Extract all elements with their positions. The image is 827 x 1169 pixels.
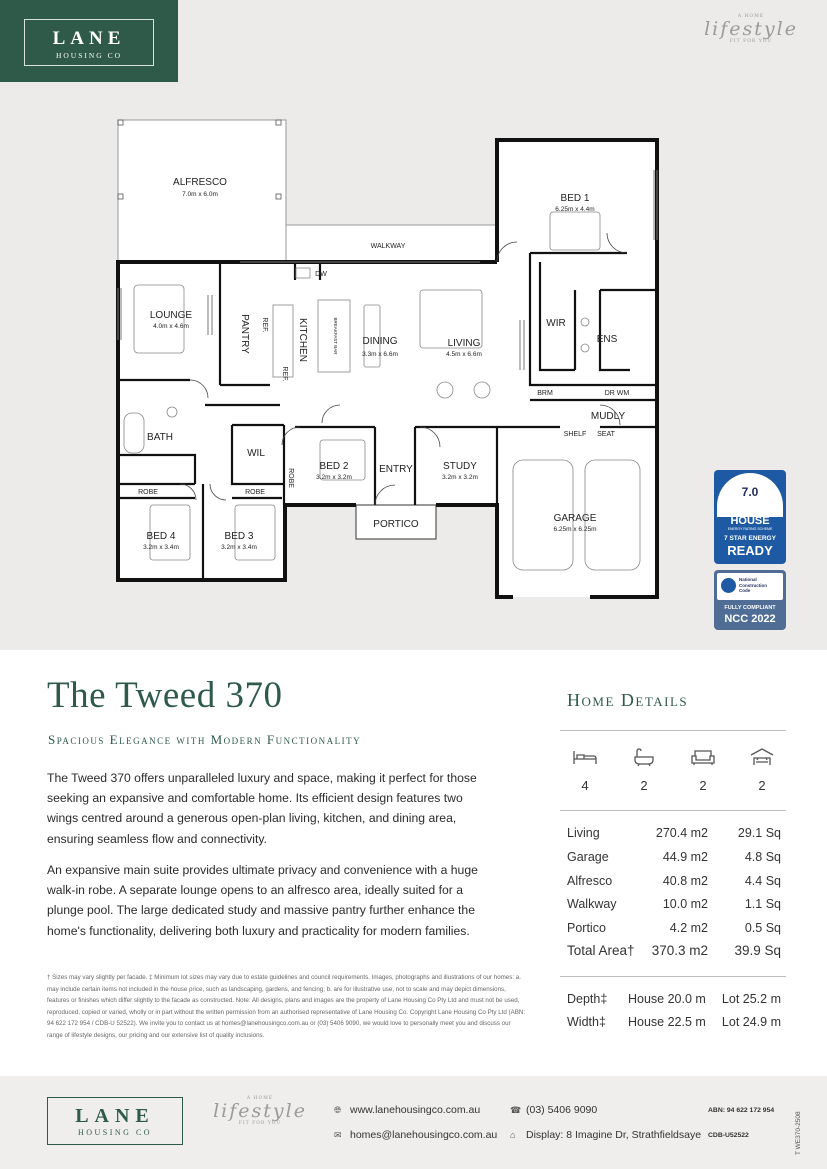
area-m2: 370.3 m2 — [651, 943, 708, 958]
room-lounge-dims: 4.0m x 4.6m — [153, 323, 189, 330]
depth-house: House 20.0 m — [628, 992, 706, 1006]
lifestyle-script: lifestyle — [704, 18, 798, 40]
area-row-portico — [567, 921, 781, 945]
page-subtitle: Spacious Elegance with Modern Functionality — [48, 732, 362, 747]
bath-icon — [631, 748, 657, 766]
label-seat: SEAT — [597, 431, 615, 438]
label-robe-1: ROBE — [138, 489, 158, 496]
ncc-badge — [714, 570, 786, 630]
description-paragraph-1: The Tweed 370 offers unparalleled luxury and space, making it perfect for those seeking an expansive and comfortable home. Its efficient design features two wings centred around a generous open-plan living, kitchen, and dining area, ensuring seamless flow and connectivity. — [47, 771, 477, 846]
footer-website[interactable] — [334, 1104, 480, 1116]
feature-living-value: 2 — [699, 778, 707, 793]
divider — [560, 810, 786, 811]
feature-bathrooms — [619, 748, 669, 793]
label-ref-1: REF. — [261, 317, 268, 333]
feature-bedrooms-value: 4 — [581, 778, 589, 793]
display-text: Display: 8 Imagine Dr, Strathfieldsaye — [526, 1129, 702, 1141]
area-sq: 39.9 Sq — [734, 943, 781, 958]
area-row-garage — [567, 850, 781, 874]
depth-lot: Lot 25.2 m — [721, 992, 781, 1006]
label-ens: ENS — [596, 334, 618, 345]
area-row-living — [567, 826, 781, 850]
room-bed3: BED 3 — [224, 531, 254, 542]
ncc-line3: Code — [739, 588, 751, 593]
label-pantry: PANTRY — [239, 314, 250, 354]
description-paragraph-2: An expansive main suite provides ultimate privacy and convenience with a huge walk-in robe. A separate lounge opens to an alfresco area, ideally suited for a plunge pool. The large dedicated study and massive pantry further enhance the home's functionality, delivering both luxury and practicality for modern families. — [47, 863, 478, 938]
area-m2: 44.9 m2 — [662, 850, 708, 864]
depth-label: Depth‡ — [567, 992, 608, 1006]
divider — [560, 730, 786, 731]
ncc-logo-text — [739, 577, 767, 594]
fine-print: † Sizes may vary slightly per facade. ‡ Minimum lot sizes may vary due to estate guidelines and council requirements. Images, photographs and illustrations of our homes: a. may include certain items not included in the house price, such as landscaping, gardens, and fencing; b. are for illustrative use, not to scale and may depict dimensions, features or finishes which differ slightly to the facade as constructed. Note: All designs, plans and images are the property of Lane Housing Co Pty Ltd and must not be used, reproduced, copied or varied, wholly or in part without the written permission from an authorised representative of Lane Housing Co. Copyright Lane Housing Co Pty Ltd (ABN: 94 622 172 954 / CDB-U 52522). We invite you to contact us at homes@lanehousingco.com.au or (03) 5406 9090, we would love to personally meet you and discuss our range of lifestyle designs, our pricing and our extensive list of quality inclusions. — [47, 974, 526, 1039]
energy-rating-badge — [714, 470, 786, 564]
label-drwm: DR WM — [604, 390, 630, 397]
energy-line1: NATIONWIDE — [731, 510, 769, 516]
phone-icon: ☎ — [510, 1105, 522, 1115]
feature-garage — [737, 748, 787, 793]
mail-icon: ✉ — [334, 1130, 342, 1140]
area-sq: 29.1 Sq — [737, 826, 781, 840]
width-label: Width‡ — [567, 1015, 606, 1029]
bed-icon — [572, 748, 598, 766]
room-alfresco: ALFRESCO — [173, 177, 227, 188]
footer-logo-sub: HOUSING CO — [77, 1128, 153, 1137]
feature-bedrooms — [560, 748, 610, 793]
area-name: Garage — [567, 850, 609, 864]
footer-lifestyle-bottom: FIT FOR YOU — [238, 1121, 282, 1126]
room-living-dims: 4.5m x 6.6m — [446, 351, 482, 358]
room-bed2-dims: 3.2m x 3.2m — [316, 474, 352, 481]
area-row-total — [567, 943, 781, 967]
room-lounge: LOUNGE — [149, 310, 193, 321]
ncc-logo-panel — [717, 573, 783, 600]
footer-phone[interactable] — [510, 1104, 597, 1116]
area-m2: 10.0 m2 — [662, 897, 708, 911]
page-title: The Tweed 370 — [47, 675, 283, 716]
alfresco-outline — [118, 120, 496, 262]
room-bed2: BED 2 — [319, 461, 349, 472]
label-wir: WIR — [546, 318, 566, 329]
garage-icon — [749, 748, 775, 766]
globe-icon: 🌐︎ — [334, 1105, 342, 1115]
label-mudly: MUDLY — [590, 411, 626, 422]
divider — [560, 976, 786, 977]
phone-text[interactable]: (03) 5406 9090 — [526, 1104, 598, 1116]
label-robe-2: ROBE — [245, 489, 265, 496]
label-bath: BATH — [147, 432, 173, 443]
area-sq: 0.5 Sq — [744, 921, 781, 935]
label-shelf: SHELF — [563, 431, 587, 438]
website-text[interactable]: www.lanehousingco.com.au — [350, 1104, 481, 1116]
energy-line2: HOUSE — [730, 515, 770, 527]
footer-cdb: CDB-U52522 — [708, 1132, 749, 1139]
room-garage-dims: 6.25m x 6.25m — [553, 526, 597, 533]
document-code: T WE370-2508 — [795, 1111, 802, 1155]
room-dining: DINING — [362, 336, 398, 347]
label-dw: DW — [315, 271, 327, 278]
logo-sub: HOUSING CO — [55, 51, 123, 60]
area-name: Alfresco — [567, 874, 613, 888]
room-dining-dims: 3.3m x 6.6m — [362, 351, 398, 358]
label-ref-2: REF. — [281, 366, 288, 382]
area-m2: 4.2 m2 — [669, 921, 708, 935]
area-name: Living — [567, 826, 600, 840]
label-walkway: WALKWAY — [370, 243, 406, 250]
energy-line3: ENERGY RATING SCHEME — [727, 527, 773, 531]
feature-living — [678, 748, 728, 793]
room-study: STUDY — [443, 461, 477, 472]
label-robe-3: ROBE — [287, 468, 294, 488]
footer-lane-logo[interactable] — [47, 1097, 183, 1145]
energy-rating-value: 7.0 — [741, 485, 759, 499]
ncc-logo-icon — [721, 578, 736, 593]
area-name: Total Area† — [567, 943, 635, 958]
footer-email[interactable] — [334, 1129, 497, 1141]
email-text[interactable]: homes@lanehousingco.com.au — [350, 1129, 498, 1141]
label-kitchen: KITCHEN — [297, 318, 308, 362]
label-brm: BRM — [537, 390, 553, 397]
room-alfresco-dims: 7.0m x 6.0m — [182, 191, 218, 198]
area-row-walkway — [567, 897, 781, 921]
room-bed3-dims: 3.2m x 3.4m — [221, 544, 257, 551]
home-icon: ⌂ — [510, 1130, 516, 1140]
label-breakfast-bar: BREAKFAST BAR — [333, 317, 338, 355]
footer-lifestyle-logo — [210, 1096, 310, 1126]
area-row-alfresco — [567, 874, 781, 898]
ncc-line2: Construction — [739, 582, 767, 588]
logo-name: LANE — [52, 28, 126, 49]
area-name: Walkway — [567, 897, 617, 911]
energy-line5: READY — [727, 543, 773, 558]
room-study-dims: 3.2m x 3.2m — [442, 474, 478, 481]
home-details-heading: Home Details — [567, 690, 689, 710]
width-house: House 22.5 m — [628, 1015, 706, 1029]
room-bed4: BED 4 — [146, 531, 176, 542]
room-living: LIVING — [447, 338, 481, 349]
area-sq: 1.1 Sq — [744, 897, 781, 911]
footer-logo-name: LANE — [75, 1105, 155, 1127]
ncc-line5: NCC 2022 — [724, 613, 776, 625]
energy-line4: 7 STAR ENERGY — [724, 535, 776, 542]
room-bed4-dims: 3.2m x 3.4m — [143, 544, 179, 551]
lifestyle-bottom: FIT FOR YOU — [729, 39, 773, 44]
sofa-icon — [690, 748, 716, 766]
feature-bathrooms-value: 2 — [640, 778, 648, 793]
area-name: Portico — [567, 921, 606, 935]
feature-garage-value: 2 — [758, 778, 766, 793]
ncc-line4: FULLY COMPLIANT — [724, 605, 776, 611]
room-garage: GARAGE — [553, 513, 597, 524]
label-entry: ENTRY — [379, 464, 413, 475]
room-bed1: BED 1 — [560, 193, 590, 204]
width-lot: Lot 24.9 m — [721, 1015, 781, 1029]
lifestyle-top: A HOME — [737, 14, 765, 19]
area-sq: 4.8 Sq — [744, 850, 781, 864]
footer-abn: ABN: 94 622 172 954 — [708, 1107, 775, 1114]
footer-display — [510, 1129, 701, 1141]
area-m2: 40.8 m2 — [662, 874, 708, 888]
label-wil: WIL — [247, 448, 265, 459]
footer-lifestyle-top: A HOME — [246, 1096, 274, 1101]
room-bed1-dims: 6.25m x 4.4m — [555, 206, 595, 213]
footer-lifestyle-script: lifestyle — [213, 1100, 307, 1122]
label-portico: PORTICO — [373, 519, 419, 530]
area-m2: 270.4 m2 — [655, 826, 708, 840]
area-sq: 4.4 Sq — [744, 874, 781, 888]
ncc-line1: National — [739, 577, 757, 582]
